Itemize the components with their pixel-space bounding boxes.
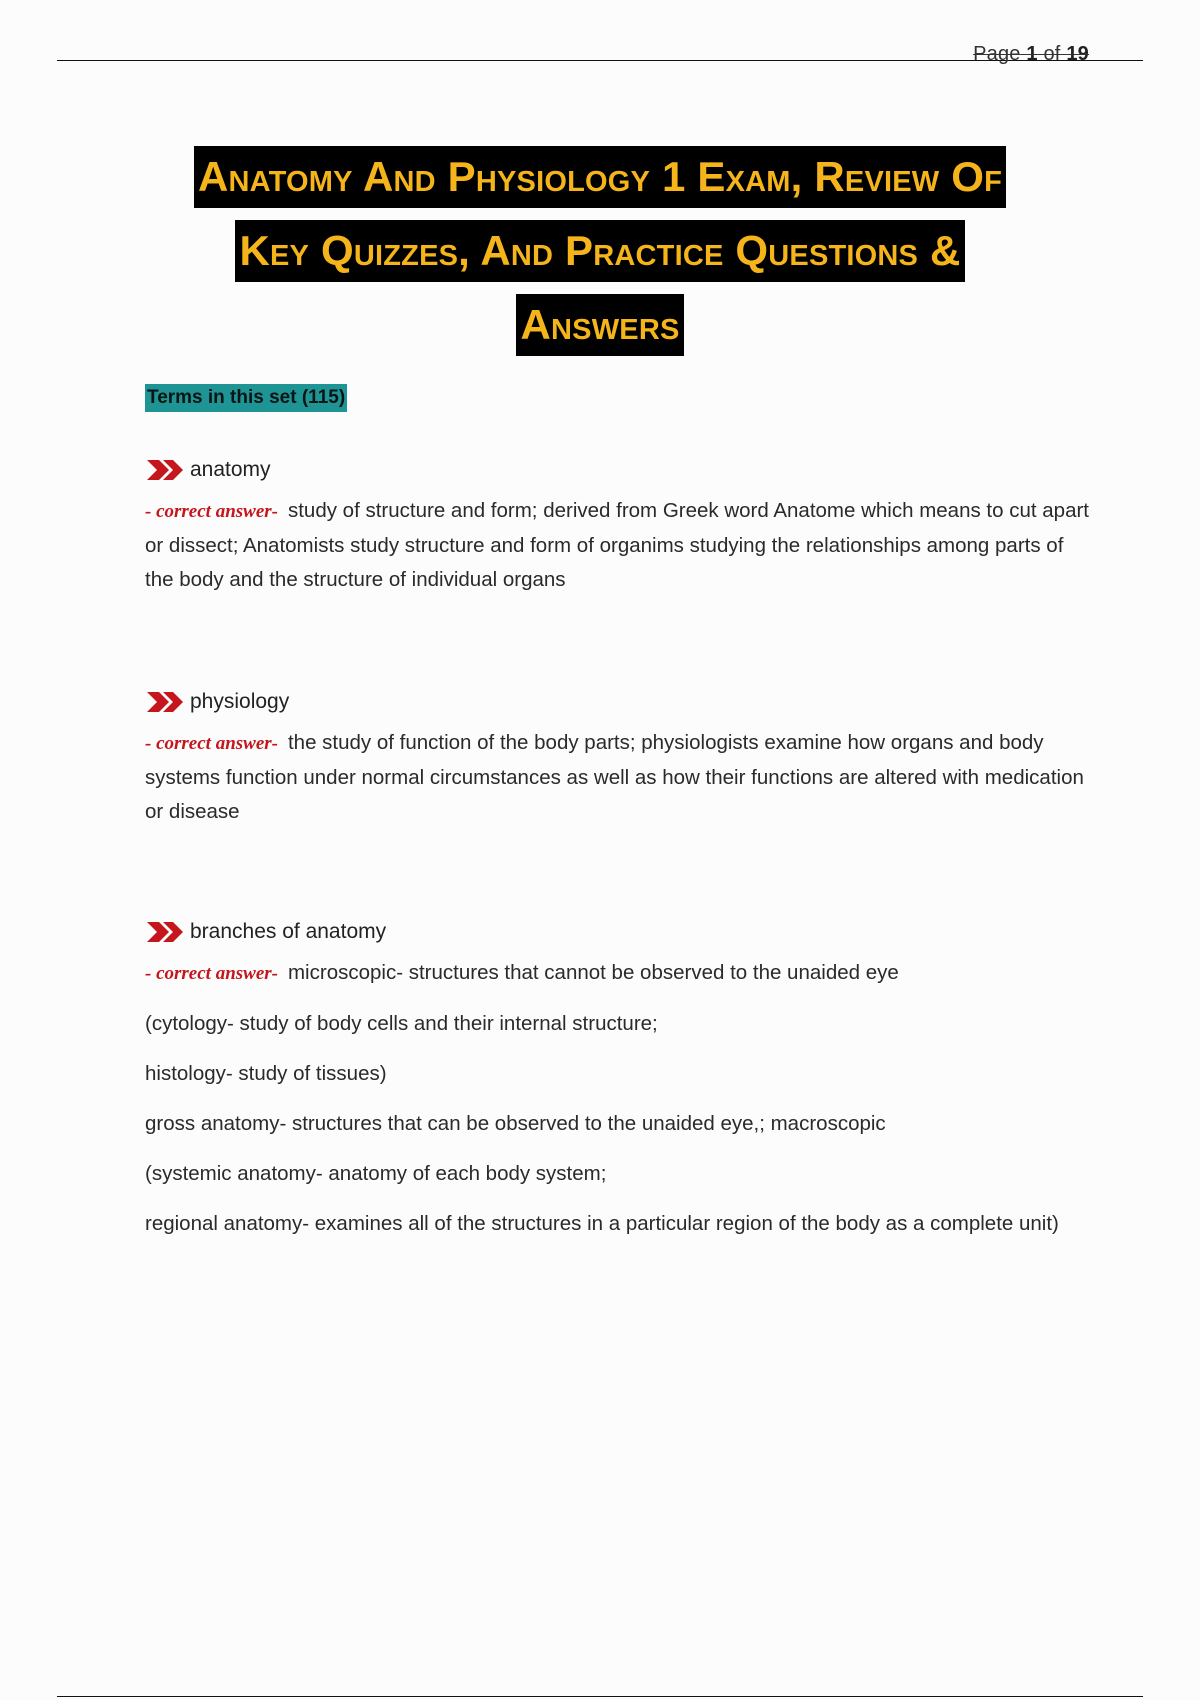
term-text: anatomy (190, 458, 271, 481)
correct-answer-label: - correct answer- (145, 733, 278, 754)
answer-text (145, 494, 1090, 597)
answer-body: the study of function of the body parts; physiologists examine how organs and body systems function under normal circumstances as well as how their functions are altered with medication or disease (145, 731, 1084, 823)
double-chevron-right-icon (145, 457, 187, 483)
page-total: 19 (1066, 43, 1089, 65)
title-line-2: Key Quizzes, And Practice Questions & (235, 220, 964, 282)
title-line-3: Answers (516, 294, 683, 356)
term-entry (145, 914, 1090, 1241)
answer-extra-line: histology- study of tissues) (145, 1062, 387, 1085)
answer-body: microscopic- structures that cannot be observed to the unaided eye (287, 961, 899, 984)
answer-text (145, 726, 1090, 829)
term-row (145, 452, 1090, 488)
term-row (145, 914, 1090, 950)
page-header (57, 40, 1143, 65)
correct-answer-label: - correct answer- (145, 963, 278, 984)
answer-extra-line: gross anatomy- structures that can be observed to the unaided eye,; macroscopic (145, 1112, 886, 1135)
page-number (973, 43, 1089, 66)
double-chevron-right-icon (145, 919, 187, 945)
document-title (100, 146, 1100, 368)
answer-body: study of structure and form; derived from Greek word Anatome which means to cut apart or dissect; Anatomists study structure and form of organims studying the relationships among parts of the body and the structure of individual organs (145, 499, 1089, 591)
page-of: of (1043, 43, 1061, 65)
page-current: 1 (1026, 43, 1038, 65)
page-label: Page (973, 43, 1021, 65)
term-entry (145, 452, 1090, 597)
term-text: physiology (190, 690, 290, 713)
answer-text (145, 956, 1090, 991)
double-chevron-right-icon (145, 689, 187, 715)
term-entry (145, 684, 1090, 829)
answer-extra-line: (systemic anatomy- anatomy of each body system; (145, 1162, 607, 1185)
term-row (145, 684, 1090, 720)
terms-count-label: Terms in this set (115) (145, 384, 347, 412)
answer-extra-line: regional anatomy- examines all of the structures in a particular region of the body as a complete unit) (145, 1212, 1059, 1235)
term-text: branches of anatomy (190, 920, 387, 943)
correct-answer-label: - correct answer- (145, 501, 278, 522)
page-footer-rule (57, 1696, 1143, 1697)
title-line-1: Anatomy And Physiology 1 Exam, Review Of (194, 146, 1006, 208)
answer-extra-line: (cytology- study of body cells and their internal structure; (145, 1012, 658, 1035)
